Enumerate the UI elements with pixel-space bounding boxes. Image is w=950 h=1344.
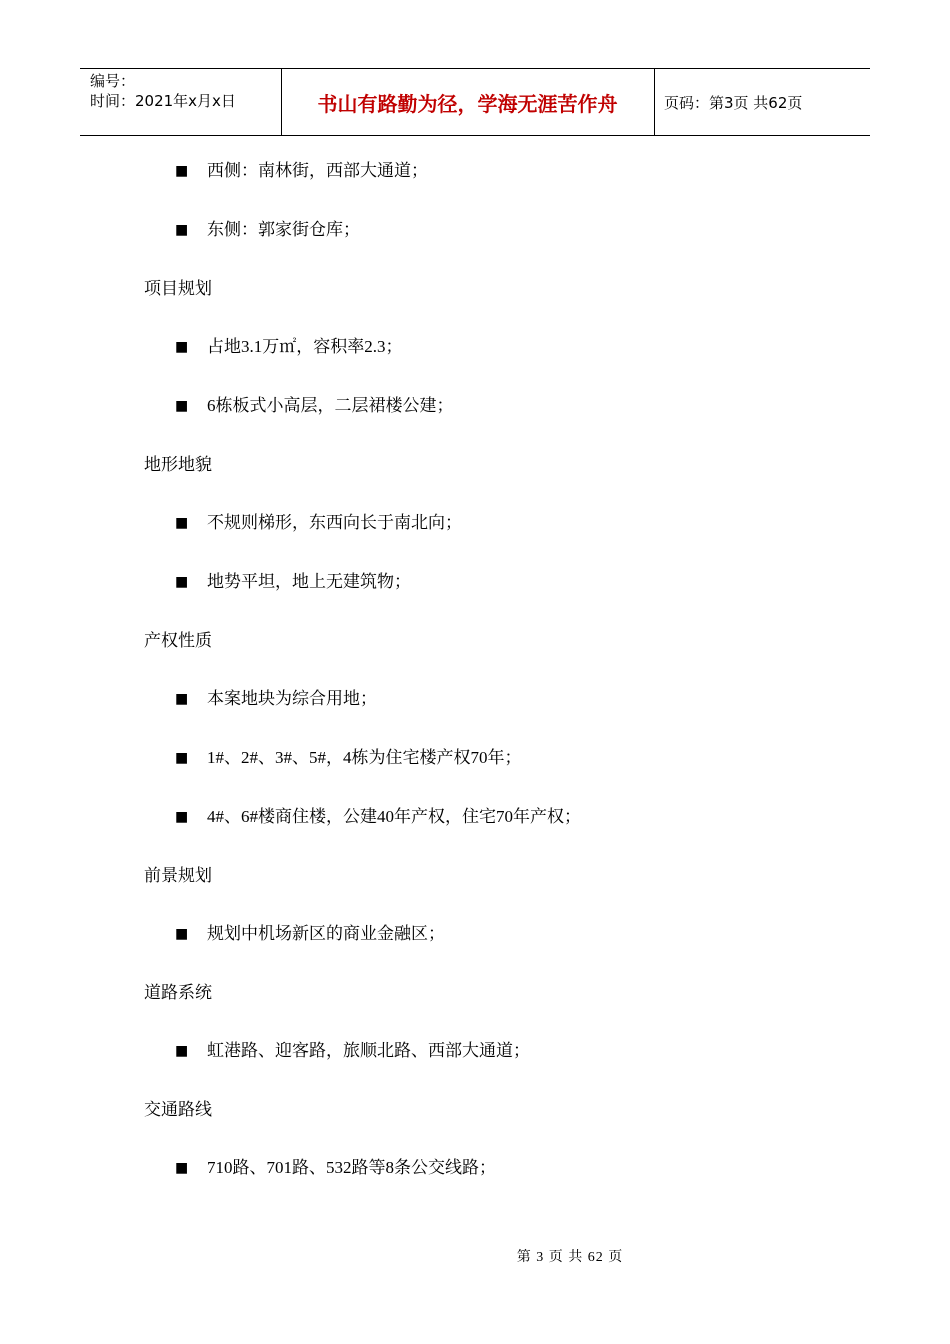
document-number-label: 编号： [90,72,136,90]
bullet-icon: ■ [175,163,189,179]
header-page-info: 页码：第3页 共62页 [664,93,803,112]
bullet-icon: ■ [175,809,189,825]
header-meta [90,71,236,111]
section-heading: 地形地貌 [144,455,212,475]
section-heading: 产权性质 [144,631,212,651]
bullet-icon: ■ [175,339,189,355]
list-item-text: 虹港路、迎客路，旅顺北路、西部大通道； [207,1041,530,1060]
section-heading: 交通路线 [144,1100,212,1120]
bullet-icon: ■ [175,1043,189,1059]
header-divider-right [654,68,655,136]
bullet-icon: ■ [175,1160,189,1176]
section-heading: 项目规划 [144,279,212,299]
list-item-text: 1#、2#、3#、5#，4栋为住宅楼产权70年； [207,748,522,767]
bullet-icon: ■ [175,574,189,590]
list-item-text: 占地3.1万㎡，容积率2.3； [207,337,403,356]
bullet-icon: ■ [175,515,189,531]
page-footer [0,1246,950,1266]
list-item-text: 710路、701路、532路等8条公交线路； [207,1158,496,1177]
page-header [80,68,870,136]
section-heading: 道路系统 [144,983,212,1003]
bullet-icon: ■ [175,222,189,238]
bullet-icon: ■ [175,691,189,707]
list-item-text: 4#、6#楼商住楼，公建40年产权，住宅70年产权； [207,807,581,826]
list-item-text: 本案地块为综合用地； [207,689,377,708]
list-item-text: 6栋板式小高层，二层裙楼公建； [207,396,454,415]
bullet-icon: ■ [175,926,189,942]
section-heading: 前景规划 [144,866,212,886]
list-item-text: 西侧：南林街，西部大通道； [207,161,428,180]
header-motto: 书山有路勤为径，学海无涯苦作舟 [317,91,618,116]
document-time-label: 时间：2021年x月x日 [90,92,236,110]
list-item-text: 东侧：郭家街仓库； [207,220,360,239]
bullet-icon: ■ [175,398,189,414]
footer-page-number: 第 3 页 共 62 页 [516,1250,624,1265]
list-item-text: 地势平坦，地上无建筑物； [207,572,411,591]
list-item-text: 规划中机场新区的商业金融区； [207,924,445,943]
list-item-text: 不规则梯形，东西向长于南北向； [207,513,462,532]
bullet-icon: ■ [175,750,189,766]
